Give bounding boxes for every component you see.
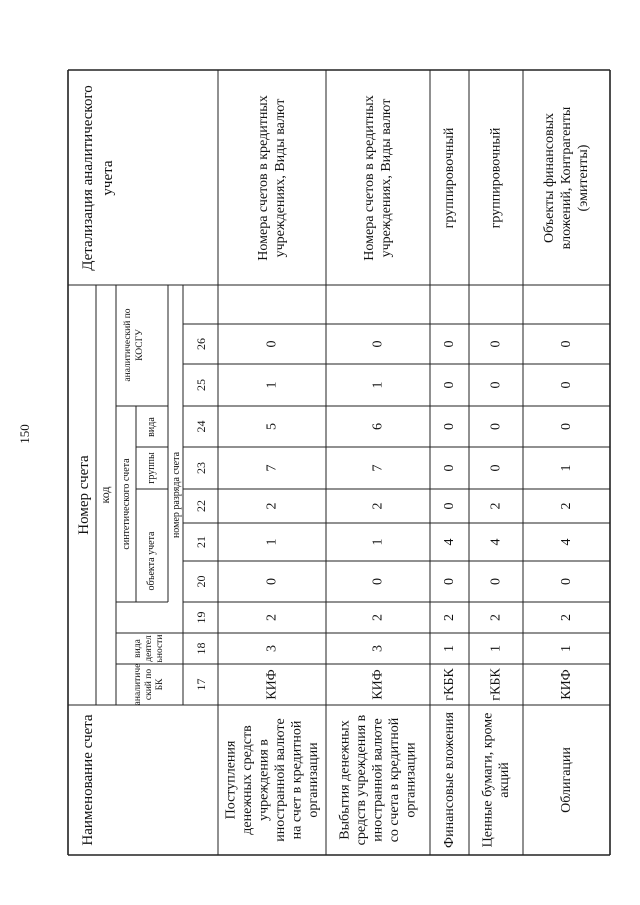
header-analytic-kosgu-line: КОСГУ: [135, 329, 145, 361]
row-name-line: средств учреждения в: [354, 714, 369, 846]
header-synthetic: синтетического счета: [121, 458, 132, 550]
row-name-line: организации: [305, 742, 321, 818]
row-detail-line: Номера счетов в кредитных: [362, 95, 377, 261]
row-value: 0: [559, 578, 574, 585]
header-activity-type: [133, 635, 165, 663]
row-name-line: Ценные бумаги, кроме: [480, 712, 496, 848]
row-value: 1: [442, 645, 457, 652]
header-type: вида: [146, 417, 157, 437]
digit-label: 20: [194, 575, 208, 588]
row-detail-line: вложений, Контрагенты: [559, 106, 574, 250]
row-value: 1: [370, 538, 386, 546]
row-value: 2: [488, 614, 504, 621]
row-value: гКБК: [442, 668, 457, 701]
header-account-object: объекта учета: [146, 531, 157, 591]
header-analytic-bk-line: ский по: [144, 668, 154, 701]
digit-label: 25: [194, 379, 208, 391]
row-value: 0: [442, 340, 457, 348]
header-activity-type-line: ьности: [155, 634, 165, 663]
row-name-line: учреждения в: [256, 739, 272, 821]
digit-label: 17: [194, 678, 208, 691]
row-value: 2: [370, 502, 386, 510]
header-analytic-kosgu: [122, 308, 145, 381]
row-value: 0: [488, 464, 504, 472]
table-row: [338, 95, 419, 845]
digit-label: 24: [194, 420, 208, 433]
table-row: [480, 127, 512, 847]
row-value: 0: [559, 340, 574, 348]
row-value: 3: [370, 645, 386, 652]
row-value: 4: [488, 538, 504, 546]
digit-label: 22: [194, 500, 208, 512]
row-value: 7: [264, 464, 280, 472]
header-account-number: Номер счета: [76, 455, 92, 535]
row-name-line: Финансовые вложения: [442, 712, 457, 848]
row-value: 0: [442, 502, 457, 510]
row-value: 0: [559, 381, 574, 389]
table-row: [542, 106, 591, 813]
header-analytic-kosgu-line: аналитический по: [123, 308, 133, 382]
row-name-line: иностранной валюте: [272, 718, 288, 842]
row-value: 1: [488, 645, 504, 652]
header-detail-line: учета: [100, 160, 116, 196]
digit-label: 19: [194, 611, 208, 624]
row-value: 0: [488, 340, 504, 348]
row-value: 1: [559, 464, 574, 472]
row-name-line: денежных средств: [239, 725, 255, 835]
row-value: КИФ: [264, 669, 280, 700]
digit-label: 26: [194, 338, 208, 350]
row-value: 0: [488, 423, 504, 430]
header-account-name: Наименование счета: [80, 714, 96, 846]
row-detail-line: группировочный: [442, 127, 457, 229]
row-value: 0: [488, 578, 504, 585]
row-value: 2: [559, 502, 574, 510]
page-number: 150: [17, 424, 32, 444]
digit-label: 18: [194, 642, 208, 655]
header-analytic-bk: [133, 664, 165, 706]
row-value: КИФ: [559, 669, 574, 700]
row-value: 1: [559, 645, 574, 652]
row-value: 0: [442, 423, 457, 430]
header-activity-type-line: деятел: [144, 635, 154, 662]
row-detail-line: Номера счетов в кредитных: [256, 95, 271, 261]
row-value: 2: [488, 502, 504, 510]
row-detail-line: Объекты финансовых: [542, 113, 557, 243]
row-value: 0: [442, 464, 457, 472]
row-value: 4: [559, 538, 574, 546]
row-value: 3: [264, 645, 280, 652]
row-value: КИФ: [370, 669, 386, 700]
row-value: 0: [488, 381, 504, 389]
row-value: 1: [264, 538, 280, 546]
row-value: 1: [370, 381, 386, 389]
row-value: 4: [442, 538, 457, 546]
header-group: группы: [146, 452, 157, 484]
row-detail-line: (эмитенты): [576, 144, 591, 212]
table-row: [223, 95, 321, 841]
header-detail-line: Детализация аналитического: [80, 85, 96, 271]
row-name-line: организации: [403, 742, 419, 818]
row-value: 6: [370, 423, 386, 430]
row-detail-line: учреждениях, Виды валют: [379, 98, 394, 258]
row-detail-line: группировочный: [488, 127, 504, 229]
row-name-line: Поступления: [223, 740, 239, 820]
digit-label: 21: [194, 536, 208, 548]
header-analytic-bk-line: аналитиче: [133, 663, 143, 706]
row-value: 2: [370, 614, 386, 621]
row-value: 2: [264, 502, 280, 510]
row-name-line: иностранной валюте: [370, 718, 386, 842]
row-value: 7: [370, 464, 386, 472]
header-code: код: [98, 486, 112, 504]
header-analytic-bk-line: БК: [155, 678, 165, 691]
header-activity-type-line: вида: [133, 639, 143, 658]
row-name-line: со счета в кредитной: [387, 717, 402, 843]
row-value: 2: [559, 614, 574, 621]
row-value: 1: [264, 381, 280, 389]
table-body: [223, 95, 591, 848]
row-value: 0: [370, 340, 386, 348]
row-value: 5: [264, 423, 280, 430]
row-name-line: Выбытия денежных: [337, 720, 353, 840]
digit-label: 23: [194, 462, 208, 474]
row-value: 0: [370, 578, 386, 585]
table-row: [442, 127, 457, 848]
row-value: 2: [264, 614, 280, 621]
row-name-line: Облигации: [559, 747, 574, 813]
row-name-line: акций: [496, 762, 512, 798]
header-detail: [80, 85, 116, 271]
header-digit-number: номер разряда счета: [171, 451, 182, 539]
row-value: 0: [442, 381, 457, 389]
row-value: гКБК: [488, 668, 504, 701]
digit-number-row: [194, 338, 208, 691]
row-detail-line: учреждениях, Виды валют: [273, 98, 288, 258]
row-value: 0: [264, 340, 280, 348]
row-value: 2: [442, 614, 457, 621]
row-value: 0: [559, 423, 574, 430]
row-name-line: на счет в кредитной: [289, 720, 305, 840]
row-value: 0: [442, 578, 457, 585]
row-value: 0: [264, 578, 280, 585]
